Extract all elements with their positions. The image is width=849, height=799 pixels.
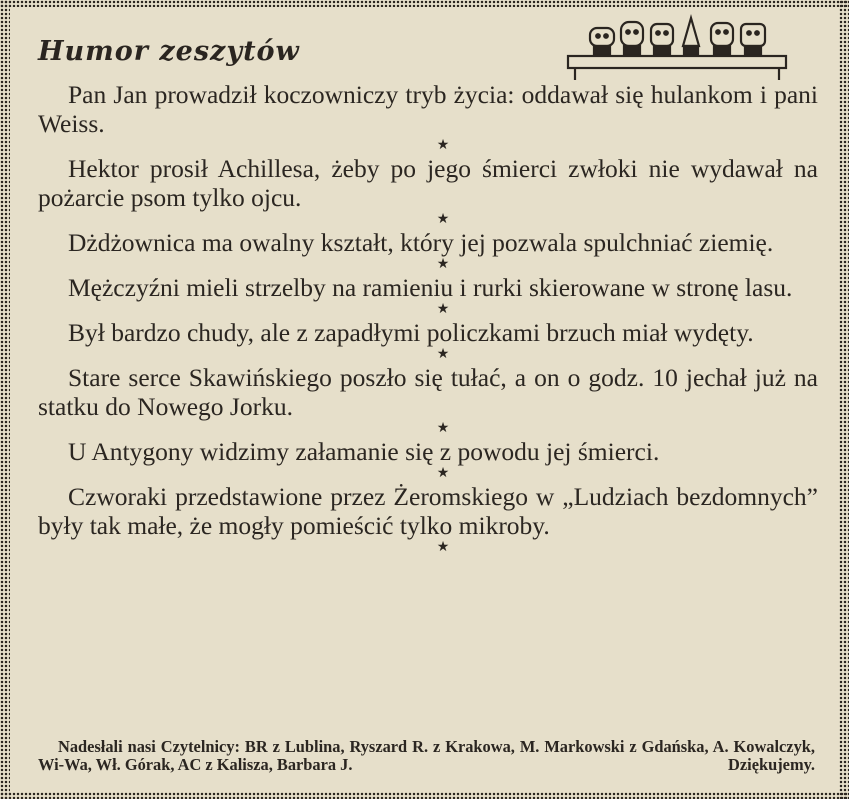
column-title: Humor zeszytów: [38, 36, 300, 67]
joke-text: Dżdżownica ma owalny kształt, który jej pozwala spulchniać ziemię.: [68, 228, 774, 257]
thanks-text: Dziękujemy.: [728, 755, 815, 774]
star-separator: ★: [436, 466, 450, 481]
star-separator: ★: [436, 138, 450, 153]
star-separator: ★: [436, 540, 450, 555]
joke-text: Hektor prosił Achillesa, żeby po jego śmierci zwłoki nie wydawał na pożarcie psom tylko ojcu.: [38, 154, 818, 212]
credits-text: Nadesłali nasi Czytelnicy: BR z Lublina, Ryszard R. z Krakowa, M. Markowski z Gdańska, A. Kowalczyk, Wi-Wa, Wł. Górak, AC z Kalisza, Barbara J.: [38, 737, 815, 774]
joke-text: Był bardzo chudy, ale z zapadłymi policzkami brzuch miał wydęty.: [68, 318, 754, 347]
joke-text: Czworaki przedstawione przez Żeromskiego w „Ludziach bezdomnych” były tak małe, że mogły pomieścić tylko mikroby.: [38, 482, 818, 540]
star-separator: ★: [436, 212, 450, 227]
star-separator: ★: [436, 347, 450, 362]
joke-text: Pan Jan prowadził koczowniczy tryb życia: oddawał się hulankom i pani Weiss.: [38, 80, 818, 138]
star-separator: ★: [436, 257, 450, 272]
five-faces-behind-table-icon: [565, 14, 790, 84]
joke-text: U Antygony widzimy załamanie się z powodu jej śmierci.: [68, 437, 660, 466]
dotted-border-right: [839, 0, 849, 799]
joke-text: Mężczyźni mieli strzelby na ramieniu i rurki skierowane w stronę lasu.: [68, 273, 793, 302]
star-separator: ★: [436, 421, 450, 436]
joke-text: Stare serce Skawińskiego poszło się tułać, a on o godz. 10 jechał już na statku do Nowego Jorku.: [38, 363, 818, 421]
reader-credits: [38, 738, 815, 774]
jokes-list: [38, 80, 818, 556]
dotted-border-left: [0, 0, 10, 799]
dotted-border-bottom: [0, 792, 849, 799]
star-separator: ★: [436, 302, 450, 317]
dotted-border-top: [0, 0, 849, 7]
